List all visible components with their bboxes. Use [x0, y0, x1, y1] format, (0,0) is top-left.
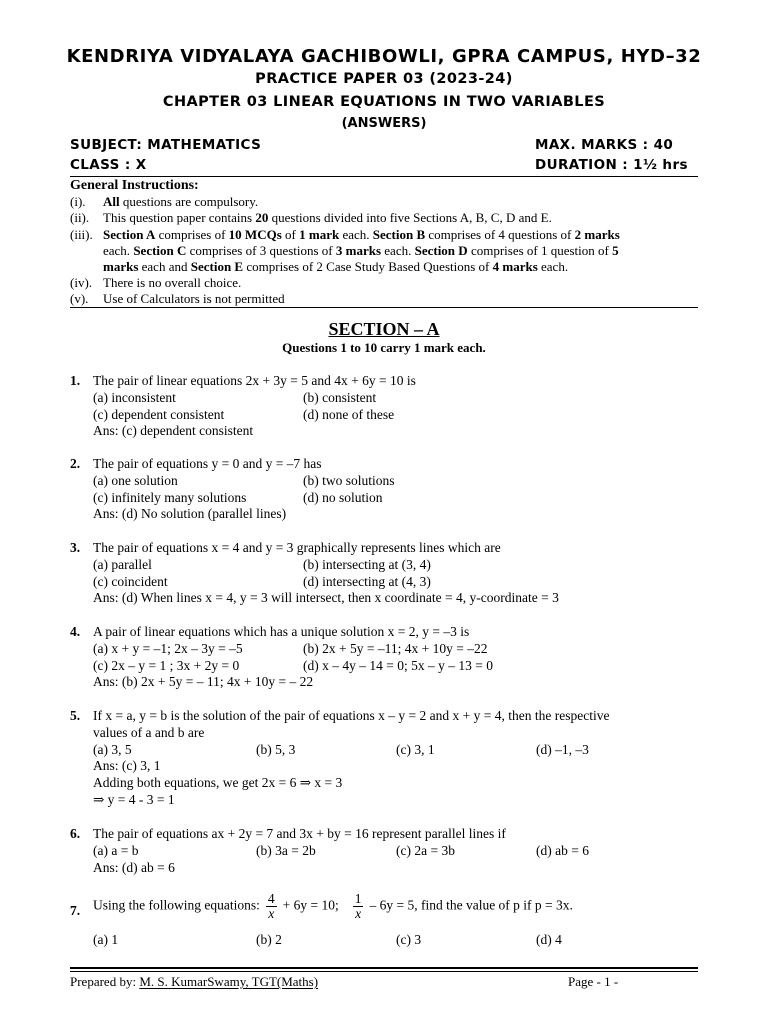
- option-a: (a) one solution: [93, 472, 178, 488]
- instruction-text: each.: [339, 226, 373, 242]
- question-3: [70, 540, 700, 607]
- instruction-text: 3 marks: [335, 242, 382, 258]
- instruction-text: 1 mark: [299, 226, 340, 242]
- question-text-part: Using the following equations:: [93, 897, 260, 913]
- fraction-numerator: 1: [354, 891, 362, 906]
- answer-text: Ans: (b) 2x + 5y = – 11; 4x + 10y = – 22: [93, 674, 314, 690]
- question-4: [70, 624, 700, 691]
- answer-text: Ans: (c) dependent consistent: [93, 423, 254, 439]
- instruction-text: 20: [255, 210, 269, 226]
- option-c: (c) coincident: [93, 573, 168, 589]
- option-d: (d) –1, –3: [536, 741, 589, 757]
- question-number: 6.: [70, 826, 81, 841]
- option-d: (d) 4: [536, 932, 562, 947]
- instruction-text: Section A: [103, 226, 156, 242]
- fraction-4-over-x: [266, 892, 277, 921]
- answer-text: Ans: (c) 3, 1: [93, 758, 161, 774]
- question-number: 7.: [70, 903, 81, 918]
- option-d: (d) ab = 6: [536, 842, 589, 858]
- question-number: 2.: [70, 456, 81, 471]
- question-number: 3.: [70, 540, 81, 555]
- instruction-text: comprises of: [155, 226, 229, 242]
- question-6: [70, 826, 700, 876]
- option-a: (a) parallel: [93, 556, 152, 572]
- instruction-text: 2 marks: [574, 226, 620, 242]
- question-5: [70, 708, 700, 809]
- paper-title: PRACTICE PAPER 03 (2023-24): [255, 71, 513, 87]
- instruction-text: comprises of 3 questions of: [186, 242, 336, 258]
- instruction-text: of: [281, 226, 300, 242]
- instruction-iv: [70, 275, 620, 291]
- question-number: 4.: [70, 624, 81, 639]
- instruction-i: [70, 194, 620, 210]
- instruction-text: questions are compulsory.: [119, 194, 259, 210]
- school-name: KENDRIYA VIDYALAYA GACHIBOWLI, GPRA CAMPUS, HYD–32: [66, 46, 702, 67]
- answer-explanation: Adding both equations, we get 2x = 6 ⇒ x = 3: [93, 775, 343, 791]
- question-text: The pair of equations x = 4 and y = 3 graphically represents lines which are: [93, 540, 501, 555]
- option-a: (a) 3, 5: [93, 741, 132, 757]
- footer-rule-bottom: [70, 971, 698, 972]
- question-number: 5.: [70, 708, 81, 723]
- option-b: (b) 3a = 2b: [256, 842, 316, 858]
- footer-prepared-label: Prepared by:: [70, 974, 140, 989]
- footer-rule-top: [70, 967, 698, 969]
- option-c: (c) 2a = 3b: [396, 842, 455, 858]
- instruction-text: There is no overall choice.: [103, 275, 242, 291]
- section-title: SECTION – A: [328, 319, 440, 339]
- instruction-number: (i).: [70, 194, 86, 210]
- instruction-text: Section C: [133, 242, 187, 258]
- instruction-text: comprises of 2 Case Study Based Questions of: [243, 259, 493, 275]
- class-label: CLASS : X: [70, 157, 147, 173]
- answer-explanation: ⇒ y = 4 - 3 = 1: [93, 791, 175, 807]
- subject-label: SUBJECT: MATHEMATICS: [70, 137, 262, 153]
- instruction-text: marks: [103, 259, 139, 275]
- instruction-text: 4 marks: [492, 259, 538, 275]
- instruction-text: each and: [138, 259, 191, 275]
- option-b: (b) consistent: [303, 389, 377, 405]
- instruction-text: each.: [103, 242, 134, 258]
- question-text-part: – 6y = 5, find the value of p if p = 3x.: [369, 897, 573, 913]
- option-a: (a) 1: [93, 932, 119, 947]
- question-text: The pair of linear equations 2x + 3y = 5 and 4x + 6y = 10 is: [93, 373, 416, 388]
- instructions-rule: [70, 307, 698, 308]
- instruction-iii-cont: [70, 243, 620, 259]
- option-b: (b) two solutions: [303, 472, 395, 488]
- fraction-denominator: x: [355, 906, 362, 921]
- instruction-text: each.: [537, 259, 569, 275]
- instruction-text: Section B: [372, 226, 426, 242]
- question-text: If x = a, y = b is the solution of the pair of equations x – y = 2 and x + y = 4, then the respective: [93, 708, 610, 723]
- option-d: (d) intersecting at (4, 3): [303, 573, 431, 589]
- instruction-text: Section D: [414, 242, 468, 258]
- option-c: (c) dependent consistent: [93, 406, 225, 422]
- instruction-text: Use of Calculators is not permitted: [103, 291, 285, 307]
- question-1: [70, 373, 700, 440]
- instruction-iii-cont: [70, 259, 620, 275]
- option-b: (b) 2x + 5y = –11; 4x + 10y = –22: [303, 640, 488, 656]
- question-7: [70, 892, 700, 949]
- answer-text: Ans: (d) No solution (parallel lines): [93, 506, 287, 522]
- option-b: (b) intersecting at (3, 4): [303, 556, 431, 572]
- question-text: The pair of equations ax + 2y = 7 and 3x + by = 16 represent parallel lines if: [93, 826, 506, 841]
- question-text: The pair of equations y = 0 and y = –7 has: [93, 456, 322, 471]
- option-d: (d) none of these: [303, 406, 395, 422]
- option-c: (c) 3: [396, 932, 422, 947]
- instruction-text: This question paper contains: [103, 210, 256, 226]
- instruction-text: questions divided into five Sections A, B, C, D and E.: [268, 210, 552, 226]
- fraction-1-over-x: [353, 892, 364, 921]
- instruction-number: (iii).: [70, 226, 93, 242]
- option-d: (d) no solution: [303, 489, 383, 505]
- instruction-text: each.: [381, 242, 415, 258]
- instruction-ii: [70, 210, 620, 226]
- instruction-text: comprises of 4 questions of: [425, 226, 575, 242]
- answers-label: (ANSWERS): [341, 116, 427, 131]
- question-text: [93, 892, 700, 928]
- instruction-iii: [70, 227, 620, 243]
- fraction-denominator: x: [268, 906, 275, 921]
- instruction-text: 5: [612, 242, 619, 258]
- instructions-title: General Instructions:: [70, 178, 199, 193]
- question-number: 1.: [70, 373, 81, 388]
- footer-page-number: Page - 1 -: [568, 974, 619, 989]
- option-a: (a) inconsistent: [93, 389, 176, 405]
- fraction-numerator: 4: [267, 891, 275, 906]
- section-subtitle: Questions 1 to 10 carry 1 mark each.: [282, 340, 486, 355]
- option-b: (b) 5, 3: [256, 741, 296, 757]
- instruction-number: (ii).: [70, 210, 90, 226]
- header-rule: [70, 176, 698, 177]
- instruction-number: (iv).: [70, 275, 93, 291]
- question-2: [70, 456, 700, 523]
- option-a: (a) a = b: [93, 842, 139, 858]
- instruction-text: Section E: [190, 259, 244, 275]
- question-text-cont: values of a and b are: [93, 724, 205, 740]
- instruction-text: All: [103, 194, 120, 210]
- question-text-part: + 6y = 10;: [282, 897, 339, 913]
- duration-label: DURATION : 1½ hrs: [535, 157, 688, 173]
- chapter-title: CHAPTER 03 LINEAR EQUATIONS IN TWO VARIABLES: [162, 94, 606, 110]
- option-c: (c) infinitely many solutions: [93, 489, 247, 505]
- general-instructions: [70, 178, 620, 308]
- footer-prepared-by: [70, 974, 318, 990]
- answer-text: Ans: (d) When lines x = 4, y = 3 will intersect, then x coordinate = 4, y-coordinate = 3: [93, 590, 559, 606]
- option-c: (c) 3, 1: [396, 741, 435, 757]
- max-marks: MAX. MARKS : 40: [535, 137, 674, 153]
- option-c: (c) 2x – y = 1 ; 3x + 2y = 0: [93, 657, 240, 673]
- answer-text: Ans: (d) ab = 6: [93, 859, 175, 875]
- footer-author: M. S. KumarSwamy, TGT(Maths): [139, 974, 319, 989]
- question-text: A pair of linear equations which has a unique solution x = 2, y = –3 is: [93, 624, 470, 639]
- instruction-number: (v).: [70, 291, 89, 307]
- option-a: (a) x + y = –1; 2x – 3y = –5: [93, 640, 243, 656]
- option-b: (b) 2: [256, 932, 282, 947]
- instruction-text: comprises of 1 question of: [467, 242, 613, 258]
- instruction-v: [70, 291, 620, 307]
- option-d: (d) x – 4y – 14 = 0; 5x – y – 13 = 0: [303, 657, 493, 673]
- instruction-text: 10 MCQs: [228, 226, 282, 242]
